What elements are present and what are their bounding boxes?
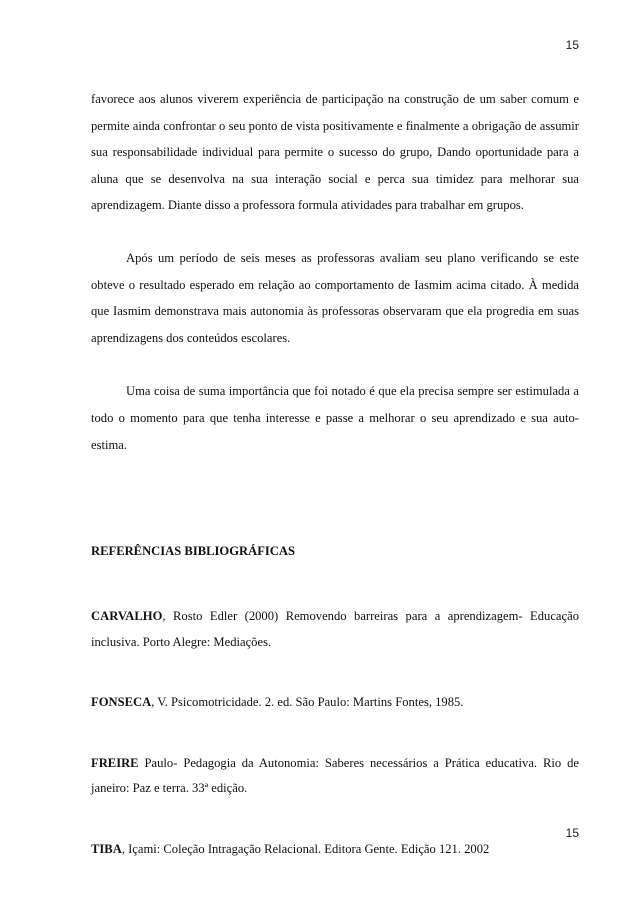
reference-author: FREIRE [91,755,139,770]
page-number-bottom: 15 [565,826,579,840]
page-number-top: 15 [565,38,579,52]
reference-text: , V. Psicomotricidade. 2. ed. São Paulo: Martins Fontes, 1985. [151,695,464,709]
reference-item [91,751,579,802]
reference-author: CARVALHO [91,609,163,623]
reference-item [91,604,579,655]
reference-text: Paulo- Pedagogia da Autonomia: Saberes necessários a Prática educativa. Rio de janeiro: Paz e terra. 33ª edição. [91,755,579,795]
body-text [91,86,579,458]
paragraph-3: Uma coisa de suma importância que foi notado é que ela precisa sempre ser estimulada a todo o momento para que tenha interesse e passe a melhorar o seu aprendizado e sua auto- estima. [91,384,579,452]
reference-text: , Içami: Coleção Intragação Relacional. Editora Gente. Edição 121. 2002 [121,841,490,856]
reference-author: FONSECA [91,695,152,709]
paragraph-2: Após um período de seis meses as professoras avaliam seu plano verificando se este obteve o resultado esperado em relação ao comportamento de Iasmim acima citado. À medida que Iasmim demonstrava mais autonomia às professoras observaram que ela progredia em suas aprendizagens dos conteúdos escolares. [91,250,579,345]
references-list [91,604,579,862]
reference-item [91,837,579,863]
reference-author: TIBA [91,841,122,856]
references-heading: REFERÊNCIAS BIBLIOGRÁFICAS [91,544,295,558]
reference-item [91,690,579,716]
reference-text: , Rosto Edler (2000) Removendo barreiras para a aprendizagem- Educação inclusiva. Porto Alegre: Mediações. [91,609,579,649]
paragraph-1: favorece aos alunos viverem experiência de participação na construção de um saber comum e permite ainda confrontar o seu ponto de vista positivamente e finalmente a obrigação de assumir sua responsabilidade individual para permite o sucesso do grupo, Dando oportunidade para a aluna que se desenvolva na sua interação social e perca sua timidez para melhorar sua aprendizagem. Diante disso a professora formula atividades para trabalhar em grupos. [91,92,579,213]
